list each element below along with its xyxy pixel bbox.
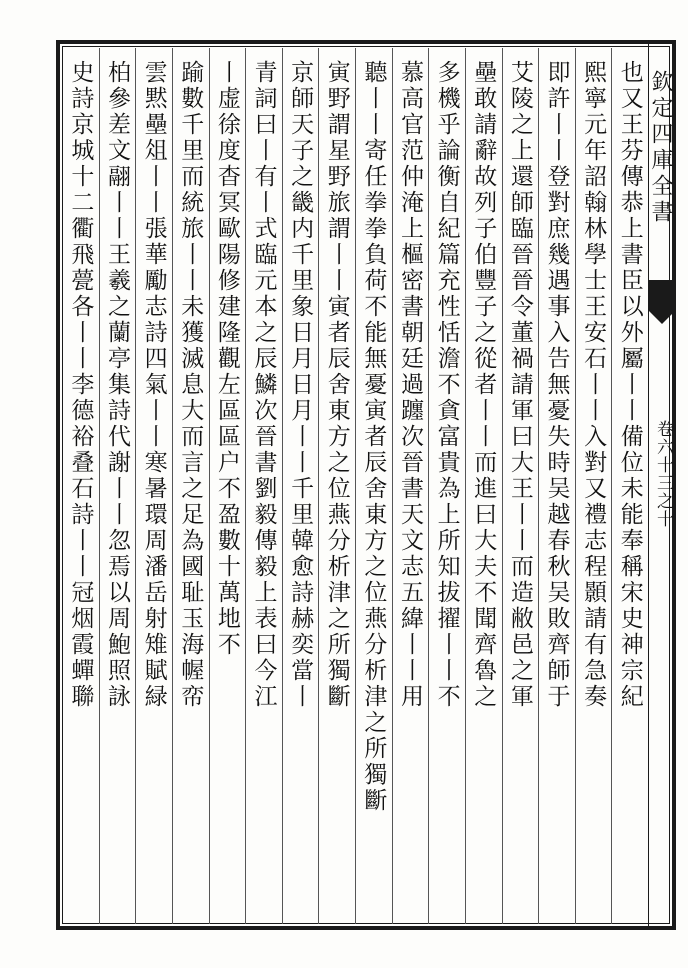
column-rule	[172, 48, 173, 924]
text-column: 寅野謂星野旅謂丨丨寅者辰舍東方之位燕分析津之所獨斷	[323, 60, 350, 710]
column-rule	[209, 48, 210, 924]
text-column: 艾陵之上還師臨晉晉令董禍請軍曰大王丨丨而造敝邑之軍	[506, 60, 533, 710]
column-rule	[355, 48, 356, 924]
column-rule	[465, 48, 466, 924]
text-column: 京師天子之畿内千里象日月日月丨丨千里韓愈詩赫奕當丨	[287, 60, 314, 710]
column-rule	[392, 48, 393, 924]
column-rule	[611, 48, 612, 924]
text-column: 慕高官范仲淹上樞密書朝廷過躔次晉書天文志五緯丨丨用	[396, 60, 423, 710]
text-column: 柏參差文翮丨丨王羲之蘭亭集詩代謝丨丨忽焉以周鮑照詠	[103, 60, 130, 710]
column-rule	[282, 48, 283, 924]
text-column: 聽丨丨寄任拳拳負荷不能無憂寅者辰舍東方之位燕分析津之所獨斷	[360, 60, 387, 814]
text-column: 史詩京城十二衢飛甍各丨丨李德裕叠石詩丨丨冠烟霞蟬聯	[67, 60, 94, 710]
column-rule	[318, 48, 319, 924]
column-rule	[538, 48, 539, 924]
text-column: 雲黙壘俎丨丨張華勵志詩四氣丨丨寒暑環周潘岳射雉賦緑	[140, 60, 167, 710]
column-rule	[575, 48, 576, 924]
text-column: 壘敢請辭故列子伯豐子之從者丨丨而進曰大夫不聞齊魯之	[470, 60, 497, 710]
column-rule	[502, 48, 503, 924]
column-rule	[428, 48, 429, 924]
text-column: 踰數千里而統旅丨丨未獲滅息大而言之足為國耻玉海幄帟	[177, 60, 204, 710]
fishtail-mark	[648, 280, 676, 340]
column-rule	[135, 48, 136, 924]
series-title: 欽定四庫全書	[648, 70, 673, 226]
volume-label: 卷六十三之十	[653, 420, 673, 528]
column-rule	[245, 48, 246, 924]
text-column: 即許丨丨登對庶幾遇事入告無憂失時吴越春秋吴敗齊師于	[543, 60, 570, 710]
column-rule	[99, 48, 100, 924]
text-column: 熙寧元年詔翰林學士王安石丨丨入對又禮志程顥請有急奏	[580, 60, 607, 710]
text-column: 也又王芬傳恭上書臣以外屬丨丨備位未能奉稱宋史神宗紀	[616, 60, 643, 710]
text-column: 多機乎論衡自紀篇充性恬澹不貪富貴為上所知拔擢丨丨不	[433, 60, 460, 710]
text-column: 丨虚徐度杳冥歐陽修建隆觀左區區户不盈數十萬地不	[213, 60, 240, 658]
text-column: 青詞曰丨有丨式臨元本之辰鱗次晉書劉毅傳毅上表曰今江	[250, 60, 277, 710]
